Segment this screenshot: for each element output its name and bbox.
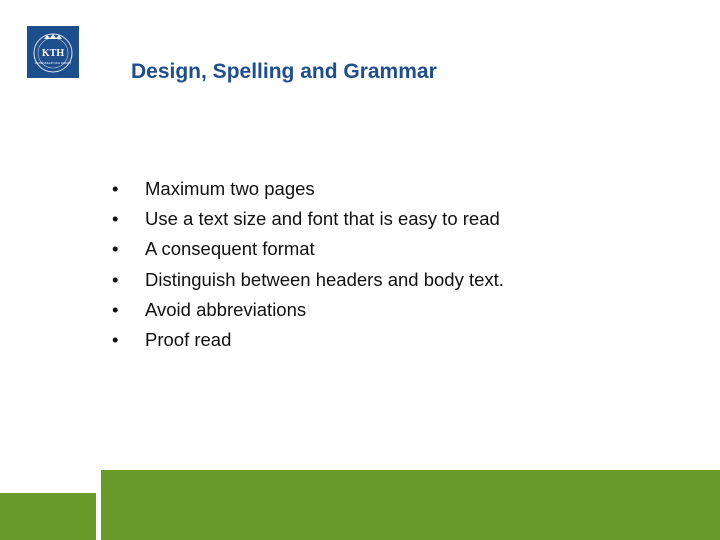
kth-logo-text: KTH xyxy=(41,48,65,59)
bullet-text: Proof read xyxy=(145,328,232,350)
list-item xyxy=(112,269,504,299)
bullet-text: Distinguish between headers and body text. xyxy=(145,268,504,290)
list-item xyxy=(112,178,504,208)
bullet-marker: • xyxy=(112,328,119,350)
footer-bar-left xyxy=(0,493,96,540)
bullet-list xyxy=(112,178,504,359)
bullet-marker: • xyxy=(112,178,119,199)
kth-logo-icon xyxy=(27,26,79,78)
list-item xyxy=(112,329,504,359)
list-item xyxy=(112,299,504,329)
bullet-text: A consequent format xyxy=(145,238,315,260)
kth-logo-subtext: VETENSKAP OCH KONST xyxy=(34,61,72,65)
bullet-text: Use a text size and font that is easy to read xyxy=(145,208,500,230)
slide-title: Design, Spelling and Grammar xyxy=(131,60,437,83)
list-item xyxy=(112,208,504,238)
bullet-marker: • xyxy=(112,268,119,290)
footer-bar-right xyxy=(101,470,720,540)
list-item xyxy=(112,238,504,268)
bullet-marker: • xyxy=(112,238,119,260)
kth-logo xyxy=(27,26,79,78)
bullet-text: Avoid abbreviations xyxy=(145,298,307,320)
bullet-marker: • xyxy=(112,208,119,230)
bullet-marker: • xyxy=(112,298,119,320)
bullet-text: Maximum two pages xyxy=(145,178,315,199)
